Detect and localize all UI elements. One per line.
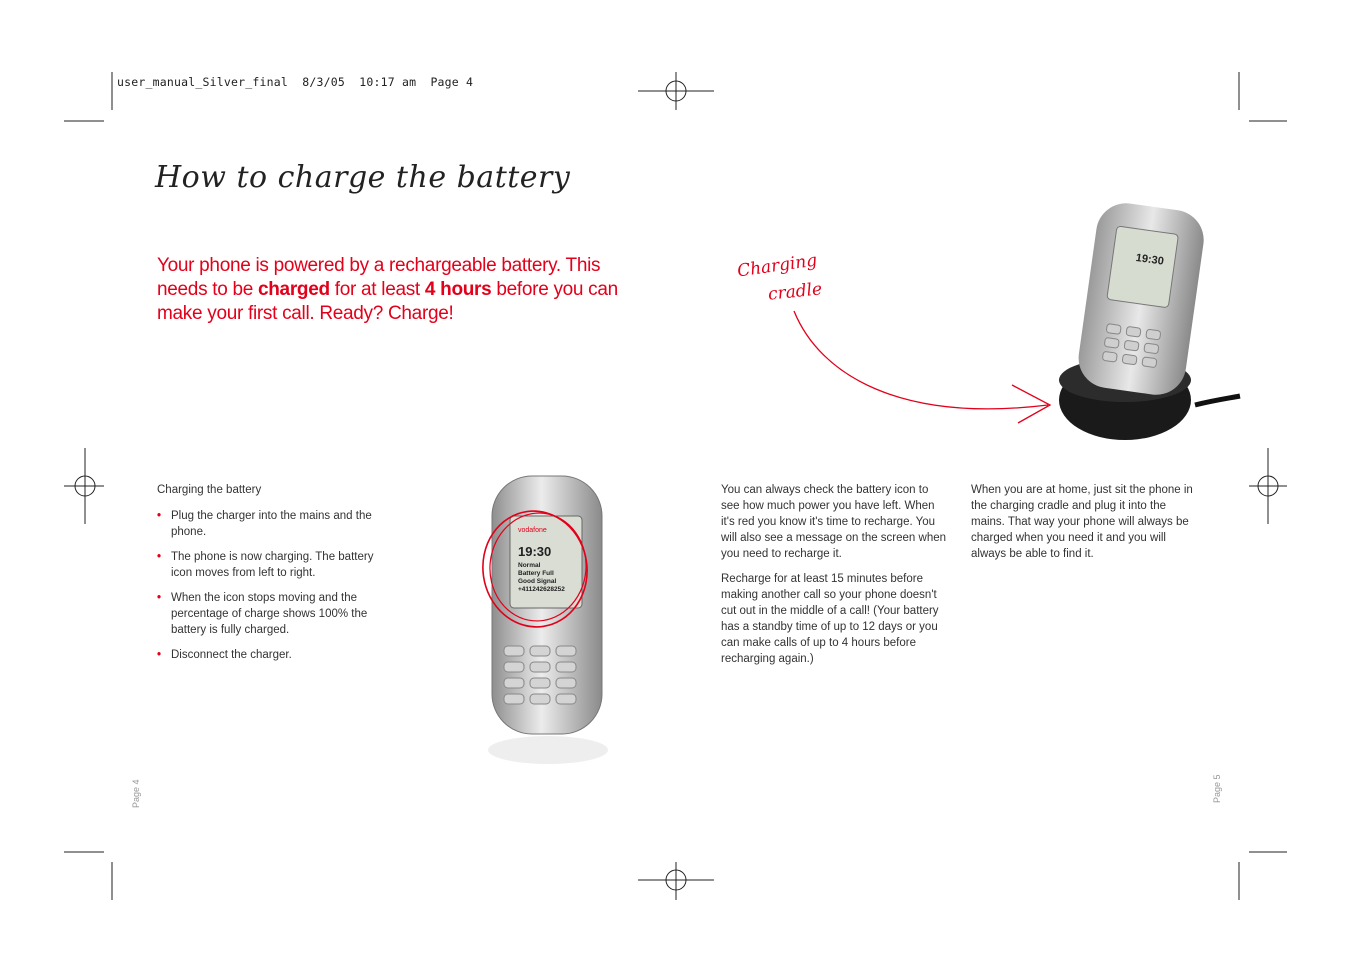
phone-cradle-illustration <box>1055 200 1245 445</box>
registration-mark-top <box>638 72 714 110</box>
annotation-cradle: cradle <box>767 279 824 305</box>
cradle-phone-time: 19:30 <box>1134 251 1165 268</box>
registration-mark-bottom <box>638 862 714 900</box>
screen-time: 19:30 <box>518 544 552 559</box>
screen-brand: vodafone <box>518 527 547 534</box>
annotation-charging: Charging <box>735 250 819 282</box>
list-item: • When the icon stops moving and the percentage of charge shows 100% the battery is fully charged. <box>157 592 368 636</box>
svg-text:+411242628252: +411242628252 <box>518 586 565 593</box>
intro-bold-charged: charged <box>257 279 330 300</box>
phone-illustration <box>470 470 620 770</box>
battery-info-paragraph-1: You can always check the battery icon to see how much power you have left. When it's red you know it's time to recharge. You will also see a message on the screen when you need to recharge it. <box>721 484 947 560</box>
battery-info-paragraph-2: Recharge for at least 15 minutes before making another call so your phone doesn't cut out in the middle of a call! (Your battery has a standby time of up to 12 days or you can make calls of up to 4 hours before recharging again.) <box>721 573 939 665</box>
charging-heading: Charging the battery <box>157 484 262 496</box>
page-title: How to charge the battery <box>155 160 571 195</box>
list-item: • Plug the charger into the mains and the phone. <box>157 510 372 538</box>
page-number-left: Page 4 <box>131 779 141 808</box>
page-number-right: Page 5 <box>1212 774 1222 803</box>
print-slug: user_manual_Silver_final 8/3/05 10:17 am Page 4 <box>117 75 474 89</box>
charging-list <box>157 508 397 663</box>
cradle-info <box>971 482 1199 571</box>
list-item: • Disconnect the charger. <box>157 649 292 661</box>
svg-text:Battery Full: Battery Full <box>518 570 554 577</box>
svg-text:Good Signal: Good Signal <box>518 578 557 585</box>
intro-text: Your phone is powered by a rechargeable battery. This needs to be charged for at least 4 hours before you can make your first call. Ready? Charge! <box>157 255 618 324</box>
intro-bold-hours: 4 hours <box>424 279 492 300</box>
cradle-info-paragraph: When you are at home, just sit the phone in the charging cradle and plug it into the mains. That way your phone will always be charged when you need it and you will always be able to find it. <box>971 484 1193 560</box>
registration-mark-right <box>1249 448 1287 524</box>
list-item: • The phone is now charging. The battery icon moves from left to right. <box>157 551 374 579</box>
svg-text:Normal: Normal <box>518 562 541 569</box>
charging-steps <box>157 482 397 672</box>
annotation-arrow <box>780 305 1070 425</box>
battery-info <box>721 482 949 676</box>
registration-mark-left <box>64 448 104 524</box>
